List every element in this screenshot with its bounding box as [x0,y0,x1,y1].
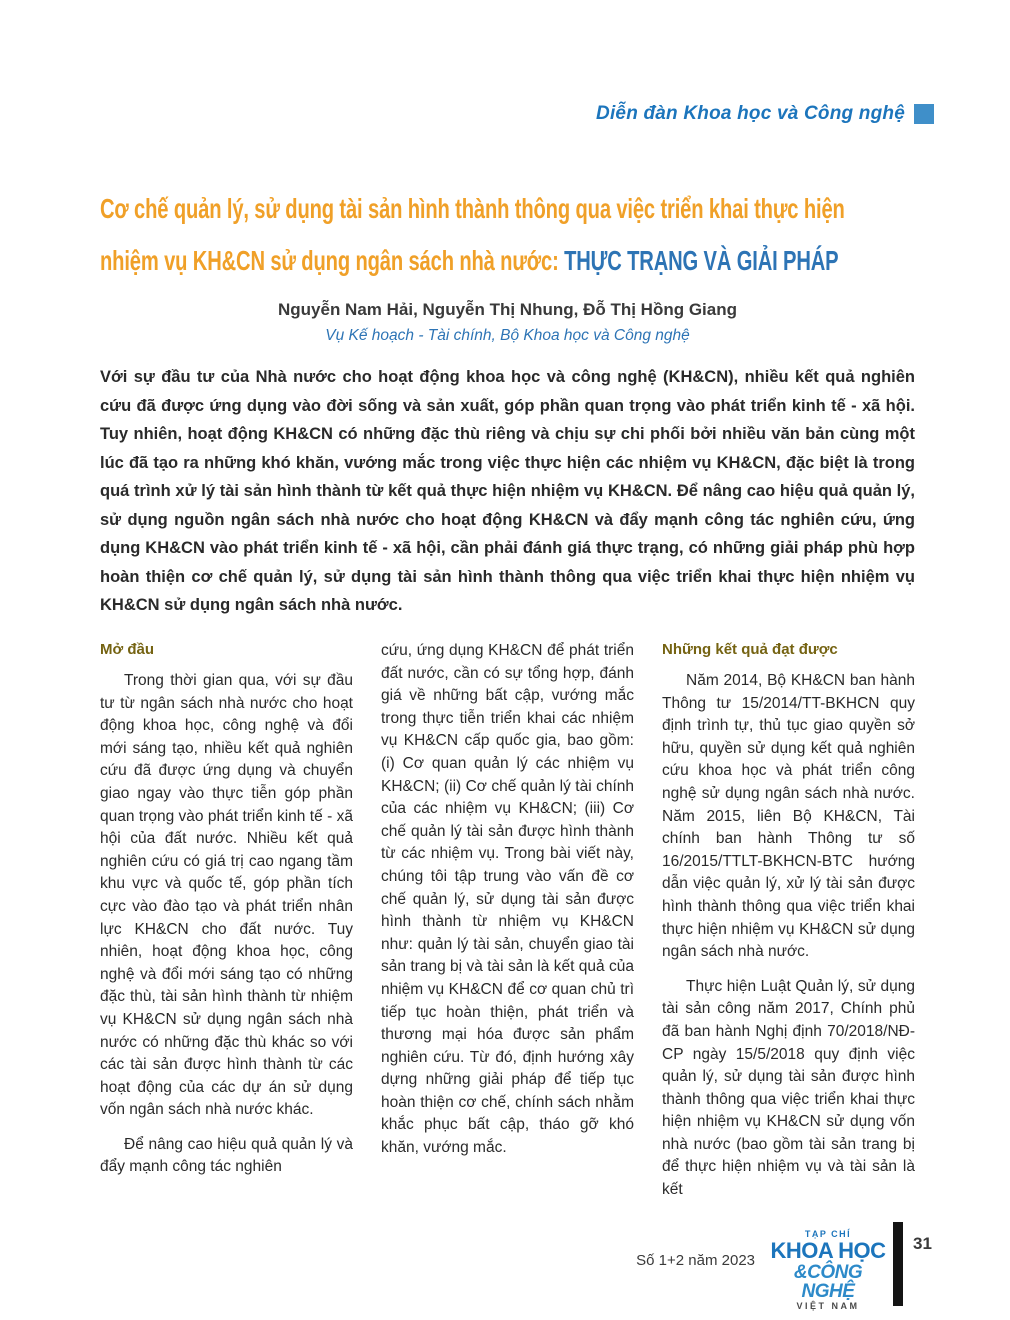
paragraph: Để nâng cao hiệu quả quản lý và đẩy mạnh công tác nghiên [100,1135,353,1176]
column-1 [100,640,353,1214]
journal-logo-line1: KHOA HỌC [770,1238,886,1264]
issue-label: Số 1+2 năm 2023 [636,1252,755,1269]
article-title-line2 [100,235,839,287]
page-number: 31 [913,1234,932,1253]
article-columns [100,640,915,1214]
section-title: Diễn đàn Khoa học và Công nghệ [596,103,905,124]
authors: Nguyễn Nam Hải, Nguyễn Thị Nhung, Đỗ Thị Hồng Giang [278,300,737,319]
paragraph: Năm 2014, Bộ KH&CN ban hành Thông tư 15/2014/TT-BKHCN quy định trình tự, thủ tục giao quyền sở hữu, quyền sử dụng kết quả nghiên cứu khoa học và phát triển công nghệ sử dụng ngân sách nhà nước. Năm 2015, liên Bộ KH&CN, Tài chính ban hành Thông tư số 16/2015/TTLT-BKHCN-BTC hướng dẫn việc quản lý, xử lý tài sản được hình thành thông qua việc triển khai thực hiện nhiệm vụ KH&CN sử dụng ngân sách nhà nước. [662,672,915,961]
section-heading-nhung-ket-qua: Những kết quả đạt được [662,641,838,658]
page-footer [0,1222,1010,1312]
column-2 [381,640,634,1214]
page-header [596,103,934,125]
article-title-line2-orange: nhiệm vụ KH&CN sử dụng ngân sách nhà nước: [100,245,565,276]
article-title [100,183,960,287]
paragraph: cứu, ứng dụng KH&CN để phát triển đất nước, cần có sự tổng hợp, đánh giá về những bất cập, vướng mắc trong thực tiễn triển khai các nhiệm vụ KH&CN cấp quốc gia, bao gồm: (i) Cơ quan quản lý các nhiệm vụ KH&CN; (ii) Cơ chế quản lý tài chính của các nhiệm vụ KH&CN; (iii) Cơ chế quản lý tài sản được hình thành từ các nhiệm vụ. Trong bài viết này, chúng tôi tập trung vào vấn đề cơ chế quản lý, sử dụng tài sản được hình thành từ nhiệm vụ KH&CN như: quản lý tài sản, chuyển giao tài sản trang bị và tài sản là kết quả của nhiệm vụ KH&CN để cơ quan chủ trì tiếp tục hoàn thiện, phát triển và thương mại hóa được sản phẩm nghiên cứu. Từ đó, định hướng xây dựng những giải pháp để tiếp tục hoàn thiện cơ chế, chính sách nhằm khắc phục bất cập, tháo gỡ khó khăn, vướng mắc. [381,642,634,1157]
article-title-line1 [100,183,845,235]
journal-logo-top: TẠP CHÍ [804,1229,852,1239]
footer-bar-decoration [893,1222,903,1306]
journal-logo-line3: VIỆT NAM [796,1301,860,1312]
journal-logo [768,1230,888,1312]
paragraph: Trong thời gian qua, với sự đầu tư từ ngân sách nhà nước cho hoạt động khoa học, công nghệ và đổi mới sáng tạo, nhiều kết quả nghiên cứu đã được ứng dụng và chuyển giao ngay vào thực tiễn góp phần quan trọng vào phát triển kinh tế - xã hội của đất nước. Nhiều kết quả nghiên cứu có giá trị cao ngang tầm khu vực và quốc tế, góp phần tích cực vào đào tạo và phát triển nhân lực KH&CN cho đất nước. Tuy nhiên, hoạt động khoa học, công nghệ và đổi mới sáng tạo có những đặc thù, tài sản hình thành từ nhiệm vụ KH&CN sử dụng ngân sách nhà nước có những đặc thù khác so với các tài sản được hình thành từ các hoạt động của các dự án sử dụng vốn ngân sách nhà nước khác. [100,672,353,1119]
abstract: Với sự đầu tư của Nhà nước cho hoạt động khoa học và công nghệ (KH&CN), nhiều kết quả nghiên cứu đã được ứng dụng vào đời sống và sản xuất, góp phần quan trọng vào phát triển kinh tế - xã hội. Tuy nhiên, hoạt động KH&CN có những đặc thù riêng và chịu sự chi phối bởi nhiều văn bản cùng một lúc đã tạo ra những khó khăn, vướng mắc trong việc thực hiện các nhiệm vụ KH&CN, đặc biệt là trong quá trình xử lý tài sản hình thành từ kết quả thực hiện nhiệm vụ KH&CN. Để nâng cao hiệu quả quản lý, sử dụng nguồn ngân sách nhà nước cho hoạt động KH&CN và đẩy mạnh công tác nghiên cứu, ứng dụng KH&CN vào phát triển kinh tế - xã hội, cần phải đánh giá thực trạng, có những giải pháp phù hợp hoàn thiện cơ chế quản lý, sử dụng tài sản hình thành thông qua việc triển khai thực hiện nhiệm vụ KH&CN sử dụng ngân sách nhà nước. [100,368,915,614]
section-heading-mo-dau: Mở đầu [100,641,154,658]
article-title-line1-text: Cơ chế quản lý, sử dụng tài sản hình thành thông qua việc triển khai thực hiện [100,193,845,224]
article-title-line2-blue: THỰC TRẠNG VÀ GIẢI PHÁP [564,245,839,276]
journal-logo-line2: &CÔNG NGHỆ [793,1261,863,1303]
column-3 [662,640,915,1214]
affiliation: Vụ Kế hoạch - Tài chính, Bộ Khoa học và Công nghệ [325,327,690,344]
header-square-icon [914,104,934,124]
paragraph: Thực hiện Luật Quản lý, sử dụng tài sản công năm 2017, Chính phủ đã ban hành Nghị định 70/2018/NĐ-CP ngày 15/5/2018 quy định việc quản lý, sử dụng tài sản được hình thành thông qua việc triển khai thực hiện nhiệm vụ KH&CN sử dụng vốn nhà nước (bao gồm tài sản trang bị để thực hiện nhiệm vụ và tài sản là kết [662,977,915,1199]
